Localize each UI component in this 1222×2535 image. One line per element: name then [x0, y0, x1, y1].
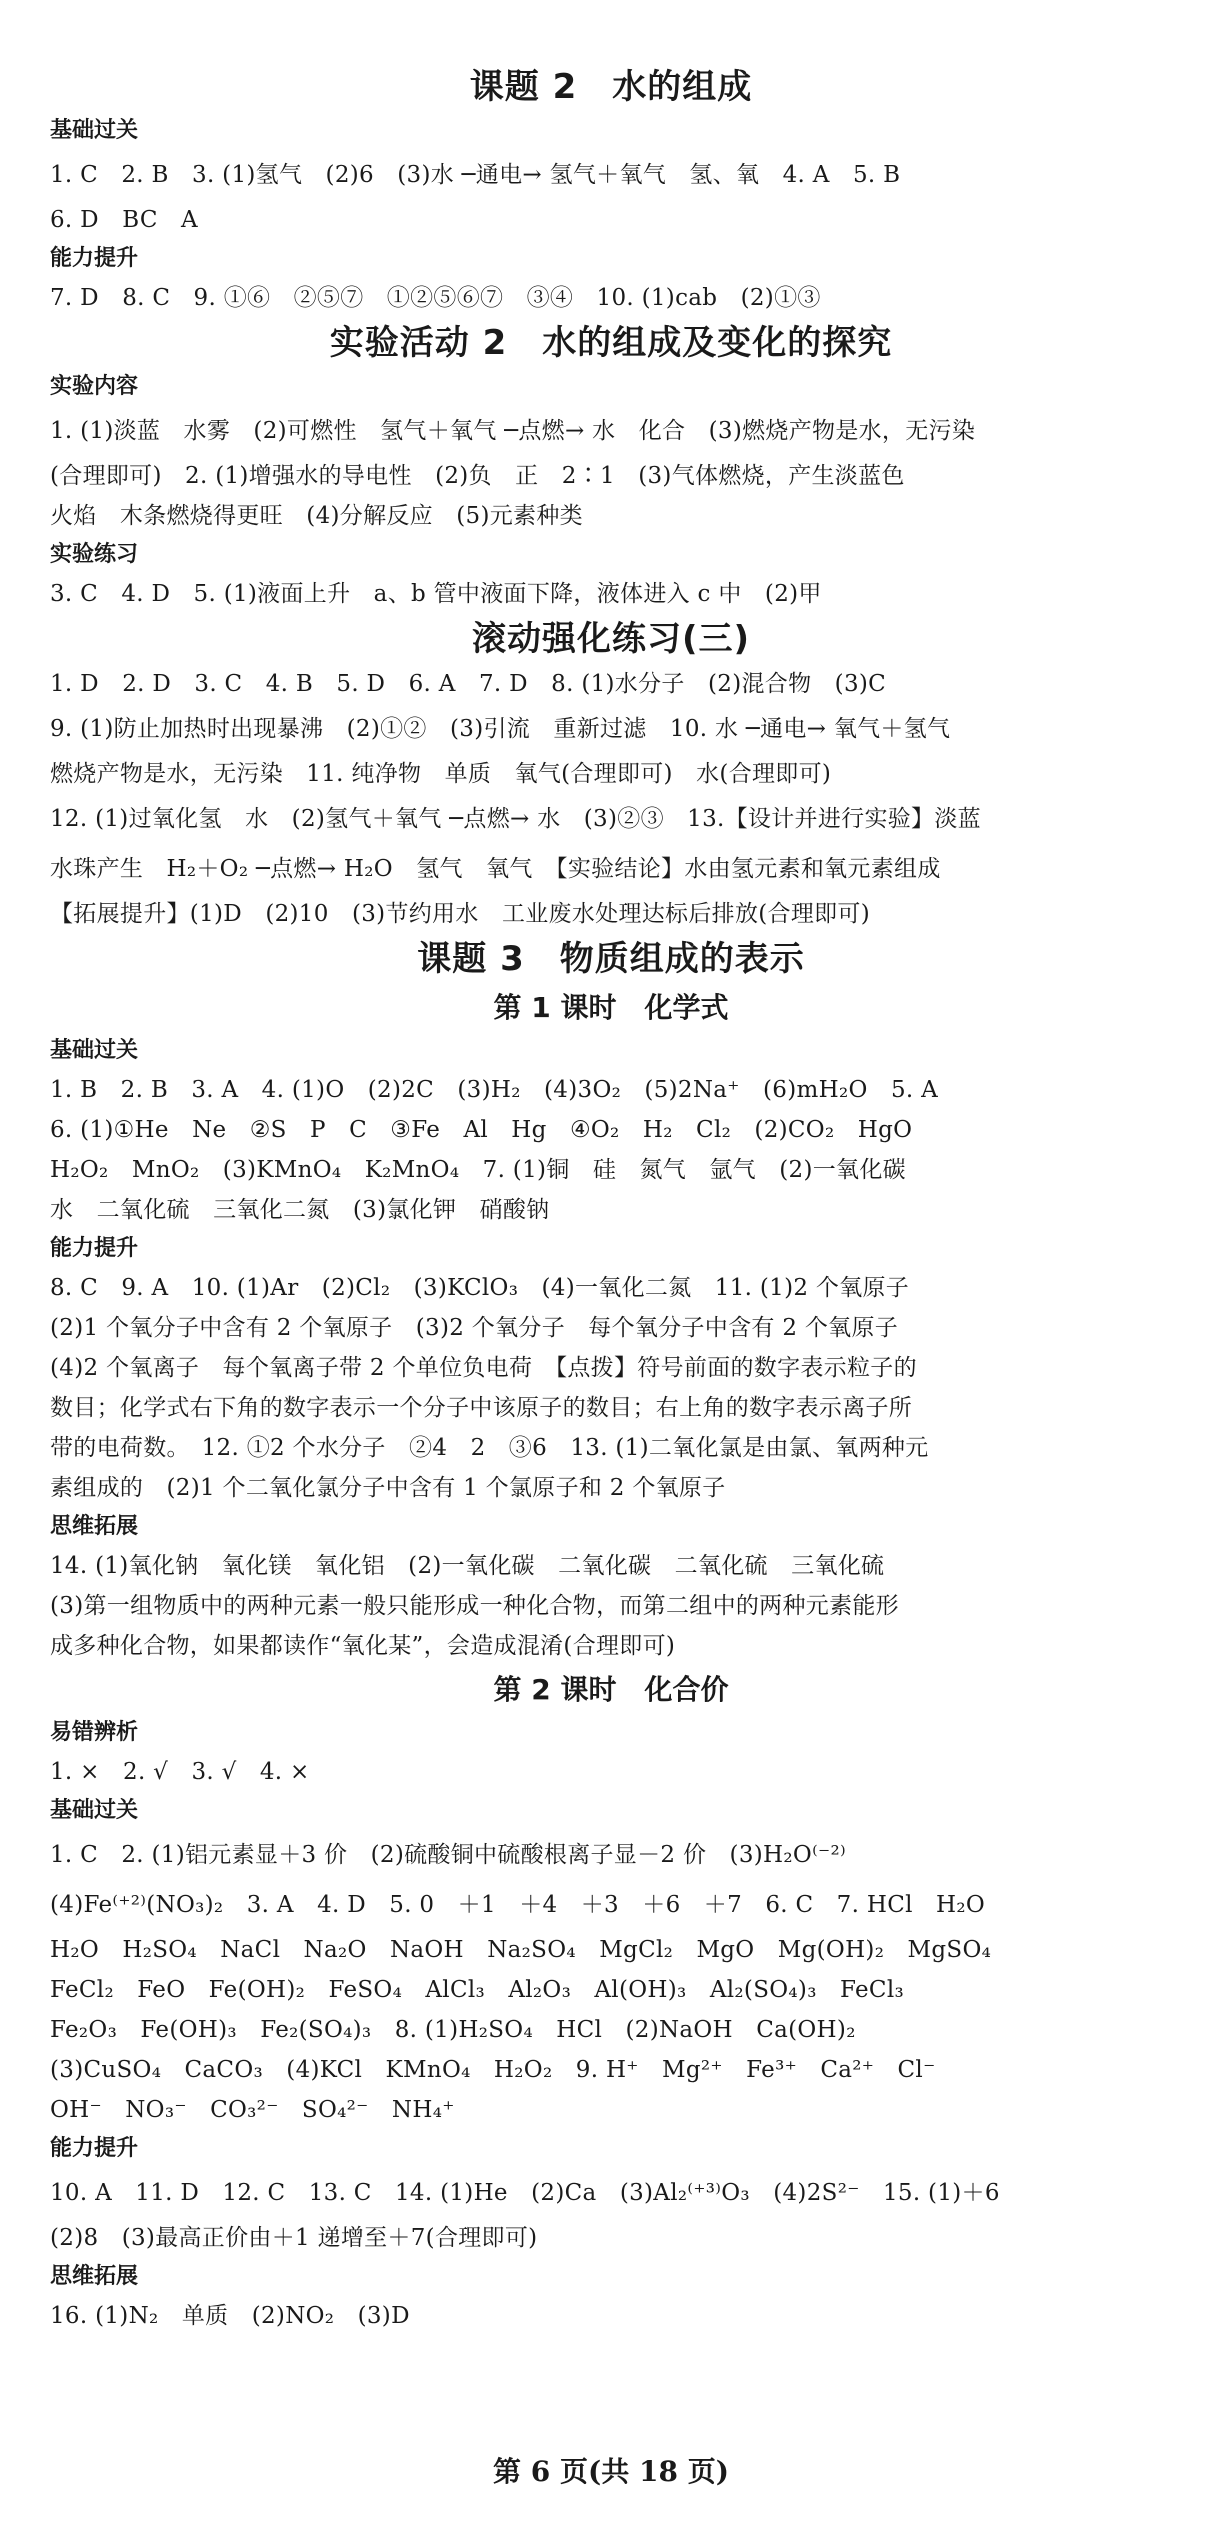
answer-line: 数目；化学式右下角的数字表示一个分子中该原子的数目；右上角的数字表示离子所	[50, 1395, 913, 1421]
answer-line: 14. (1)氧化钠 氧化镁 氧化铝 (2)一氧化碳 二氧化碳 二氧化硫 三氧化硫	[50, 1553, 885, 1579]
answer-line: H₂O₂ MnO₂ (3)KMnO₄ K₂MnO₄ 7. (1)铜 硅 氮气 氩气 (2)一氧化碳	[50, 1157, 906, 1183]
answer-line: FeCl₂ FeO Fe(OH)₂ FeSO₄ AlCl₃ Al₂O₃ Al(OH)₃ Al₂(SO₄)₃ FeCl₃	[50, 1977, 905, 2003]
answer-line: 水珠产生 H₂＋O₂ ─点燃→ H₂O 氢气 氧气 【实验结论】水由氢元素和氧元素组成	[50, 856, 941, 882]
answer-line: 1. D 2. D 3. C 4. B 5. D 6. A 7. D 8. (1)水分子 (2)混合物 (3)C	[50, 671, 887, 697]
subsection-heading: 基础过关	[50, 1038, 139, 1063]
subsection-heading: 基础过关	[50, 1798, 139, 1823]
answer-line: 成多种化合物，如果都读作“氧化某”，会造成混淆(合理即可)	[50, 1633, 676, 1659]
subsection-heading: 能力提升	[50, 246, 139, 271]
section-title: 实验活动 2 水的组成及变化的探究	[329, 323, 893, 363]
answer-line: 1. (1)淡蓝 水雾 (2)可燃性 氢气＋氧气 ─点燃→ 水 化合 (3)燃烧产物是水，无污染	[50, 418, 976, 444]
answer-line: 6. (1)①He Ne ②S P C ③Fe Al Hg ④O₂ H₂ Cl₂ (2)CO₂ HgO	[50, 1117, 913, 1143]
answer-line: 带的电荷数。 12. ①2 个水分子 ②4 2 ③6 13. (1)二氧化氯是由氯、氧两种元	[50, 1435, 929, 1461]
answer-line: (3)CuSO₄ CaCO₃ (4)KCl KMnO₄ H₂O₂ 9. H⁺ Mg²⁺ Fe³⁺ Ca²⁺ Cl⁻	[50, 2057, 936, 2083]
subsection-heading: 思维拓展	[50, 1514, 139, 1539]
answer-line: 1. × 2. √ 3. √ 4. ×	[50, 1759, 310, 1785]
answer-line: Fe₂O₃ Fe(OH)₃ Fe₂(SO₄)₃ 8. (1)H₂SO₄ HCl (2)NaOH Ca(OH)₂	[50, 2017, 856, 2043]
subsection-heading: 能力提升	[50, 2136, 139, 2161]
answer-line: 8. C 9. A 10. (1)Ar (2)Cl₂ (3)KClO₃ (4)一氧化二氮 11. (1)2 个氧原子	[50, 1275, 910, 1301]
answer-line: 火焰 木条燃烧得更旺 (4)分解反应 (5)元素种类	[50, 503, 583, 529]
answer-line: (2)1 个氧分子中含有 2 个氧原子 (3)2 个氧分子 每个氧分子中含有 2 个氧原子	[50, 1315, 899, 1341]
subsection-heading: 基础过关	[50, 118, 139, 143]
page-content	[50, 0, 1172, 2336]
section-title: 课题 3 物质组成的表示	[417, 939, 805, 979]
answer-line: 16. (1)N₂ 单质 (2)NO₂ (3)D	[50, 2303, 410, 2329]
answer-line: 9. (1)防止加热时出现暴沸 (2)①② (3)引流 重新过滤 10. 水 ─通电→ 氧气＋氢气	[50, 716, 951, 742]
subsection-heading: 能力提升	[50, 1236, 139, 1261]
lesson-title: 第 2 课时 化合价	[493, 1673, 729, 1706]
lesson-title: 第 1 课时 化学式	[493, 991, 729, 1024]
answer-line: (4)2 个氧离子 每个氧离子带 2 个单位负电荷 【点拨】符号前面的数字表示粒子的	[50, 1355, 917, 1381]
answer-line: 1. C 2. B 3. (1)氢气 (2)6 (3)水 ─通电→ 氢气＋氧气 氢、氧 4. A 5. B	[50, 162, 901, 188]
answer-line: 【拓展提升】(1)D (2)10 (3)节约用水 工业废水处理达标后排放(合理即可)	[50, 901, 870, 927]
page-footer: 第 6 页(共 18 页)	[493, 2455, 729, 2488]
subsection-heading: 思维拓展	[50, 2264, 139, 2289]
subsection-heading: 实验练习	[50, 542, 139, 567]
section-title: 滚动强化练习(三)	[471, 619, 751, 659]
answer-line: H₂O H₂SO₄ NaCl Na₂O NaOH Na₂SO₄ MgCl₂ MgO Mg(OH)₂ MgSO₄	[50, 1937, 992, 1963]
answer-line: 3. C 4. D 5. (1)液面上升 a、b 管中液面下降，液体进入 c 中 (2)甲	[50, 581, 822, 607]
answer-line: 12. (1)过氧化氢 水 (2)氢气＋氧气 ─点燃→ 水 (3)②③ 13.【设计并进行实验】淡蓝	[50, 806, 981, 832]
answer-line: 水 二氧化硫 三氧化二氮 (3)氯化钾 硝酸钠	[50, 1197, 550, 1223]
section-title: 课题 2 水的组成	[469, 67, 753, 107]
answer-line: (3)第一组物质中的两种元素一般只能形成一种化合物，而第二组中的两种元素能形	[50, 1593, 899, 1619]
answer-line: 7. D 8. C 9. ①⑥ ②⑤⑦ ①②⑤⑥⑦ ③④ 10. (1)cab (2)①③	[50, 285, 821, 311]
subsection-heading: 实验内容	[50, 374, 139, 399]
answer-line: 1. B 2. B 3. A 4. (1)O (2)2C (3)H₂ (4)3O₂ (5)2Na⁺ (6)mH₂O 5. A	[50, 1077, 939, 1103]
answer-line: 素组成的 (2)1 个二氧化氯分子中含有 1 个氯原子和 2 个氧原子	[50, 1475, 726, 1501]
answer-line: (4)Fe⁽⁺²⁾(NO₃)₂ 3. A 4. D 5. 0 ＋1 ＋4 ＋3 ＋6 ＋7 6. C 7. HCl H₂O	[50, 1892, 986, 1918]
answer-line: OH⁻ NO₃⁻ CO₃²⁻ SO₄²⁻ NH₄⁺	[50, 2097, 455, 2123]
answer-line: (合理即可) 2. (1)增强水的导电性 (2)负 正 2∶1 (3)气体燃烧，产生淡蓝色	[50, 463, 905, 489]
answer-line: 燃烧产物是水，无污染 11. 纯净物 单质 氧气(合理即可) 水(合理即可)	[50, 761, 832, 787]
answer-line: 10. A 11. D 12. C 13. C 14. (1)He (2)Ca (3)Al₂⁽⁺³⁾O₃ (4)2S²⁻ 15. (1)＋6	[50, 2180, 1000, 2206]
answer-line: (2)8 (3)最高正价由＋1 递增至＋7(合理即可)	[50, 2225, 538, 2251]
subsection-heading: 易错辨析	[50, 1720, 139, 1745]
answer-line: 1. C 2. (1)铝元素显＋3 价 (2)硫酸铜中硫酸根离子显－2 价 (3)H₂O⁽⁻²⁾	[50, 1842, 846, 1868]
answer-line: 6. D BC A	[50, 207, 198, 233]
